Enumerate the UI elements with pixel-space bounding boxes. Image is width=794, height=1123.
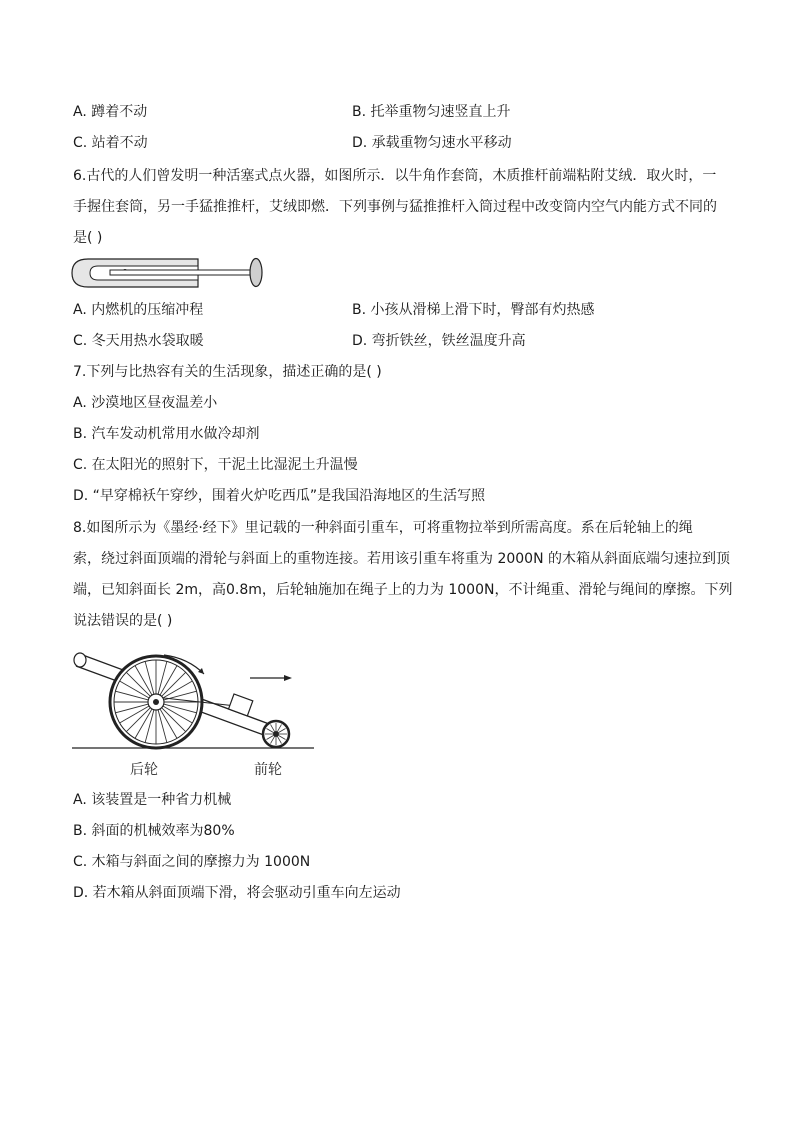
rear-wheel-label: 后轮 <box>130 762 158 778</box>
q7-option-c: C. 在太阳光的照射下，干泥土比湿泥土升温慢 <box>73 457 358 473</box>
q5-option-d: D. 承载重物匀速水平移动 <box>352 135 512 151</box>
q7-option-b: B. 汽车发动机常用水做冷却剂 <box>73 426 260 442</box>
q8-option-a: A. 该装置是一种省力机械 <box>73 792 232 808</box>
q7-text-line-1: 7.下列与比热容有关的生活现象，描述正确的是( ) <box>73 364 382 380</box>
q6-option-d: D. 弯折铁丝，铁丝温度升高 <box>352 333 526 349</box>
q5-option-c: C. 站着不动 <box>73 135 148 151</box>
q5-option-a: A. 蹲着不动 <box>73 104 148 120</box>
incline-cart-figure <box>68 640 318 780</box>
q6-option-a: A. 内燃机的压缩冲程 <box>73 302 204 318</box>
q6-text-line-2: 手握住套筒，另一手猛推推杆，艾绒即燃．下列事例与猛推推杆入筒过程中改变筒内空气内能方式不同的 <box>73 199 717 215</box>
front-wheel <box>263 721 289 747</box>
fire-piston-figure <box>70 255 270 291</box>
push-rod-handle <box>250 259 262 287</box>
q8-text-line-2: 索，绕过斜面顶端的滑轮与斜面上的重物连接。若用该引重车将重为 2000N 的木箱从斜面底端匀速拉到顶 <box>73 551 730 567</box>
front-wheel-label: 前轮 <box>254 762 282 778</box>
q6-option-b: B. 小孩从滑梯上滑下时，臀部有灼热感 <box>352 302 595 318</box>
push-rod <box>110 270 250 275</box>
q8-option-b: B. 斜面的机械效率为80% <box>73 823 235 839</box>
q8-text-line-3: 端，已知斜面长 2m，高0.8m，后轮轴施加在绳子上的力为 1000N，不计绳重、滑轮与绳间的摩擦。下列 <box>73 582 733 598</box>
q7-option-d: D. “早穿棉袄午穿纱，围着火炉吃西瓜”是我国沿海地区的生活写照 <box>73 488 486 504</box>
q6-option-c: C. 冬天用热水袋取暖 <box>73 333 204 349</box>
q8-option-d: D. 若木箱从斜面顶端下滑，将会驱动引重车向左运动 <box>73 885 401 901</box>
q6-text-line-1: 6.古代的人们曾发明一种活塞式点火器，如图所示．以牛角作套筒，木质推杆前端粘附艾绒．取火时，一 <box>73 168 717 184</box>
q7-option-a: A. 沙漠地区昼夜温差小 <box>73 395 218 411</box>
rear-wheel <box>110 656 202 748</box>
q8-text-line-4: 说法错误的是( ) <box>73 613 173 629</box>
q6-text-line-3: 是( ) <box>73 230 103 246</box>
q8-text-line-1: 8.如图所示为《墨经·经下》里记载的一种斜面引重车，可将重物拉举到所需高度。系在后轮轴上的绳 <box>73 520 693 536</box>
wooden-crate <box>229 694 253 716</box>
q5-option-b: B. 托举重物匀速竖直上升 <box>352 104 511 120</box>
q8-option-c: C. 木箱与斜面之间的摩擦力为 1000N <box>73 854 311 870</box>
